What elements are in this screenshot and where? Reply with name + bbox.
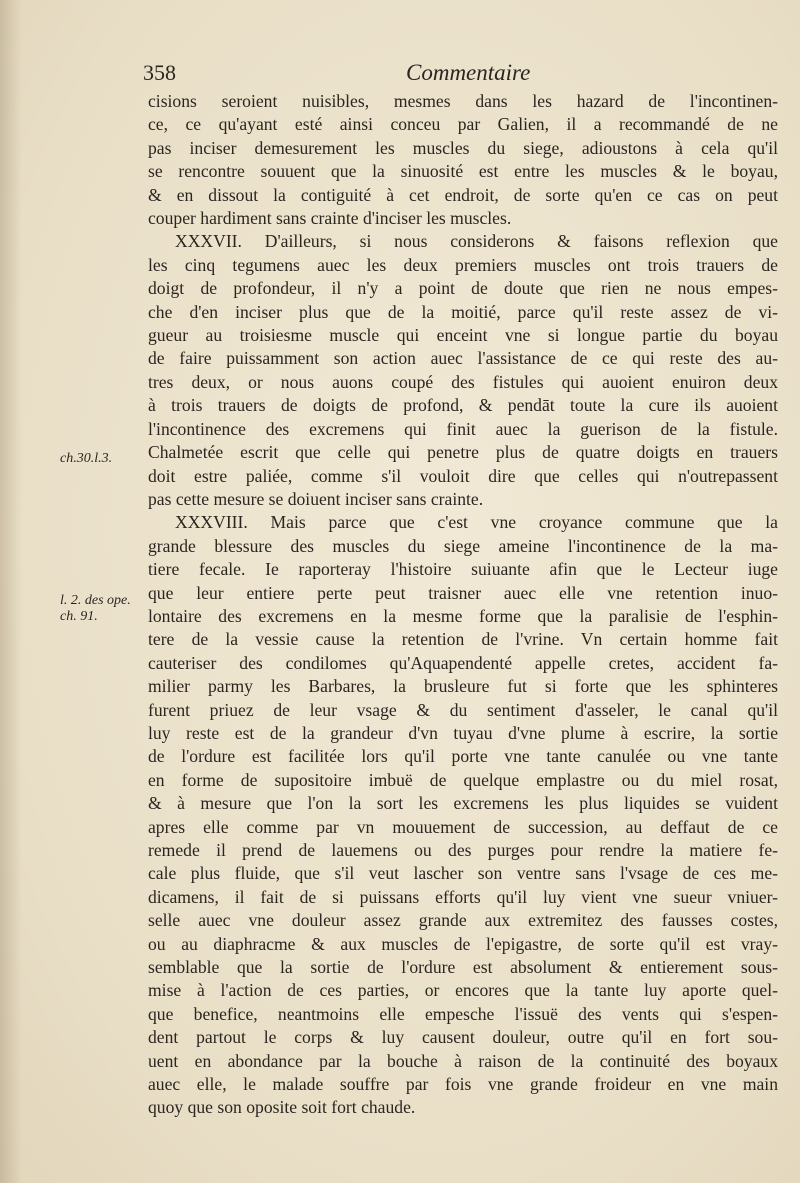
text-line: lontaire des excremens en la mesme forme que la paralisie de l'esphin-	[148, 605, 778, 626]
text-line: tiere fecale. Ie raporteray l'histoire suiuante afin que le Lecteur iuge	[148, 559, 778, 580]
text-line: XXXVIII. Mais parce que c'est vne croyance commune que la	[175, 512, 778, 533]
text-line: remede il prend de lauemens ou des purges pour rendre la matiere fe-	[148, 840, 778, 860]
text-line: dicamens, il fait de si puissans efforts qu'il luy vient vne sueur vniuer-	[148, 886, 778, 907]
page-edge-shadow	[0, 0, 22, 1183]
text-line: pas inciser demesurement les muscles du siege, adioustons à cela qu'il	[148, 137, 778, 158]
text-line: dent partout le corps & luy causent douleur, outre qu'il en fort sou-	[148, 1027, 778, 1048]
body-text	[148, 90, 778, 1120]
text-line: doigt de profondeur, il n'y a point de doute que rien ne nous empes-	[148, 278, 778, 299]
text-line: milier parmy les Barbares, la brusleure fut si forte que les sphinteres	[148, 676, 778, 697]
text-line: doit estre paliée, comme s'il vouloit dire que celles qui n'outrepassent	[148, 465, 778, 486]
text-line: de faire puissamment son action auec l'assistance de ce qui reste des au-	[148, 348, 778, 369]
text-line: tere de la vessie cause la retention de l'vrine. Vn certain homme fait	[148, 629, 778, 650]
text-line: selle auec vne douleur assez grande aux extremitez des fausses costes,	[148, 910, 778, 931]
text-line: couper hardiment sans crainte d'inciser les muscles.	[148, 208, 512, 229]
text-line: que benefice, neantmoins elle empesche l'issuë des vents qui s'espen-	[148, 1003, 778, 1024]
text-line: & à mesure que l'on la sort les excremens les plus liquides se vuident	[148, 793, 778, 814]
text-line: ou au diaphracme & aux muscles de l'epigastre, de sorte qu'il est vray-	[148, 933, 778, 954]
text-line: luy reste est de la grandeur d'vn tuyau d'vne plume à escrire, la sortie	[148, 722, 778, 743]
text-line: les cinq tegumens auec les deux premiers muscles ont trois trauers de	[148, 254, 778, 275]
text-line: cale plus fluide, que s'il veut lascher son ventre sans l'vsage de ces me-	[148, 863, 778, 884]
margin-note: l. 2. des ope. ch. 91.	[60, 593, 131, 624]
text-line: quoy que son oposite soit fort chaude.	[148, 1097, 416, 1118]
text-line: uent en abondance par la bouche à raison de la continuité des boyaux	[148, 1050, 778, 1071]
text-line: pas cette mesure se doiuent inciser sans crainte.	[148, 488, 484, 509]
text-line: ce, ce qu'ayant esté ainsi conceu par Galien, il a recommandé de ne	[148, 114, 778, 135]
text-line: mise à l'action de ces parties, or encores que la tante luy aporte quel-	[148, 980, 778, 1001]
text-line: se rencontre souuent que la sinuosité est entre les muscles & le boyau,	[148, 161, 778, 182]
text-line: cisions seroient nuisibles, mesmes dans les hazard de l'incontinen-	[148, 91, 778, 111]
running-title: Commentaire	[406, 60, 531, 85]
paragraph	[148, 90, 778, 230]
text-line: à trois trauers de doigts de profond, & pendāt toute la cure ils auoient	[148, 395, 778, 416]
paragraph	[148, 230, 778, 511]
text-line: Chalmetée escrit que celle qui penetre plus de quatre doigts en trauers	[148, 442, 778, 463]
text-line: XXXVII. D'ailleurs, si nous considerons & faisons reflexion que	[175, 231, 778, 252]
text-line: gueur au troisiesme muscle qui enceint vne si longue partie du boyau	[148, 325, 778, 346]
text-line: grande blessure des muscles du siege ameine l'incontinence de la ma-	[148, 535, 778, 556]
text-line: en forme de supositoire imbuë de quelque emplastre ou du miel rosat,	[148, 769, 778, 790]
text-line: apres elle comme par vn mouuement de succession, au deffaut de ce	[148, 816, 778, 837]
page-number: 358	[143, 60, 176, 85]
text-line: de l'ordure est facilitée lors qu'il porte vne tante canulée ou vne tante	[148, 746, 778, 767]
text-line: tres deux, or nous auons coupé des fistules qui auoient enuiron deux	[148, 371, 778, 392]
text-line: semblable que la sortie de l'ordure est absolument & entierement sous-	[148, 957, 778, 978]
paragraph	[148, 511, 778, 1120]
text-line: furent priuez de leur vsage & du sentiment d'asseler, le canal qu'il	[148, 699, 778, 720]
page-header	[143, 60, 783, 92]
text-line: que leur entiere perte peut traisner auec elle vne retention inuo-	[148, 582, 778, 603]
text-line: cauteriser des condilomes qu'Aquapendenté appelle cretes, accident fa-	[148, 652, 778, 673]
text-line: che d'en inciser plus que de la moitié, parce qu'il reste assez de vi-	[148, 301, 778, 322]
text-line: auec elle, le malade souffre par fois vne grande froideur en vne main	[148, 1074, 778, 1095]
text-line: & en dissout la contiguité à cet endroit, de sorte qu'en ce cas on peut	[148, 184, 778, 205]
text-line: l'incontinence des excremens qui finit auec la guerison de la fistule.	[148, 418, 778, 439]
margin-note: ch.30.l.3.	[60, 451, 113, 466]
